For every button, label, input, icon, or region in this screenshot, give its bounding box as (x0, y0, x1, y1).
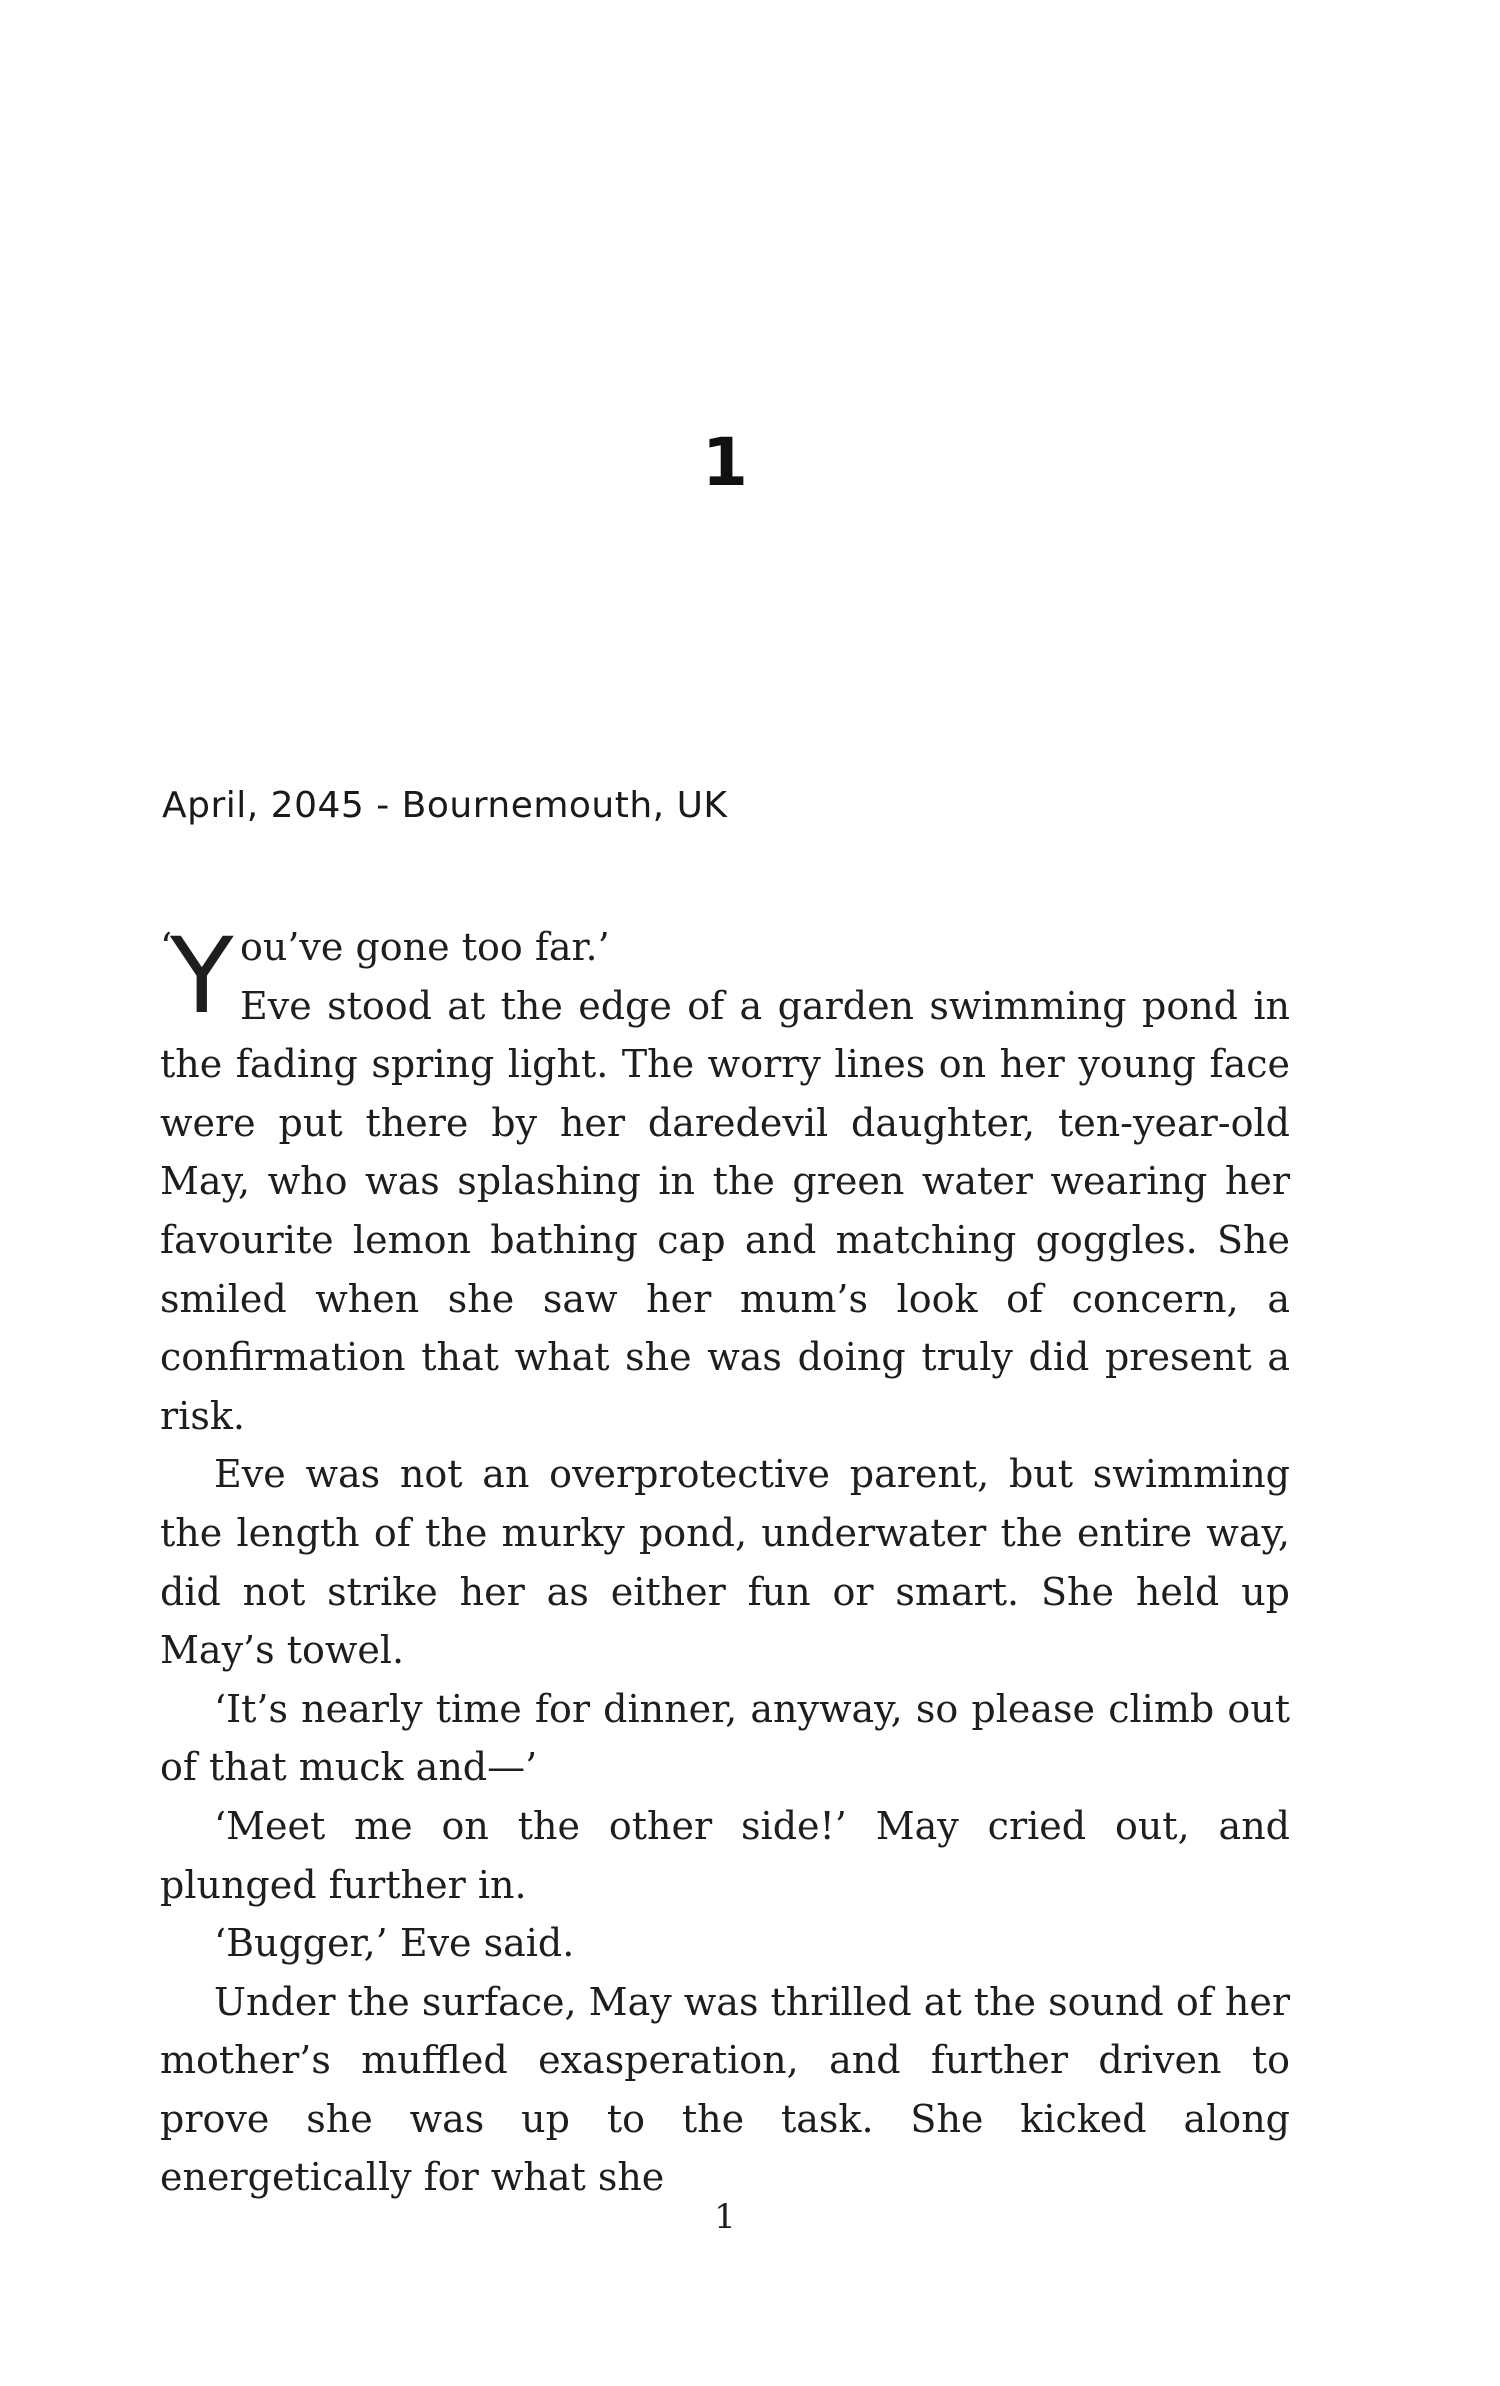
paragraph-2: Eve was not an overprotective parent, but swimming the length of the murky pond, underwater the entire way, did not strike her as either fun or smart. She held up May’s towel. (160, 1452, 1290, 1673)
paragraph-5: ‘Bugger,’ Eve said. (214, 1921, 575, 1966)
paragraph-4: ‘Meet me on the other side!’ May cried out, and plunged further in. (160, 1803, 1290, 1907)
paragraph-3: ‘It’s nearly time for dinner, anyway, so please climb out of that muck and—’ (160, 1686, 1290, 1790)
opening-line (160, 915, 1290, 1037)
chapter-number: 1 (702, 424, 748, 501)
opening-line-text: ou’ve gone too far.’ (240, 925, 610, 969)
body-text (160, 915, 1290, 2207)
paragraph-6: Under the surface, May was thrilled at the sound of her mother’s muffled exasperation, and further driven to prove she was up to the task. She kicked along energetically for what she (160, 1979, 1290, 2200)
opening-quote-mark: ‘ (160, 925, 173, 969)
drop-cap-letter: Y (170, 915, 234, 1037)
chapter-location-heading: April, 2045 - Bournemouth, UK (162, 785, 728, 826)
paragraph-1: Eve stood at the edge of a garden swimming pond in the fading spring light. The worry lines on her young face were put there by her daredevil daughter, ten-year-old May, who was splashing in the green water wearing her favourite lemon bathing cap and matching goggles. She smiled when she saw her mum’s look of concern, a confirmation that what she was doing truly did present a risk. (160, 983, 1290, 1438)
page-number: 1 (714, 2197, 736, 2237)
